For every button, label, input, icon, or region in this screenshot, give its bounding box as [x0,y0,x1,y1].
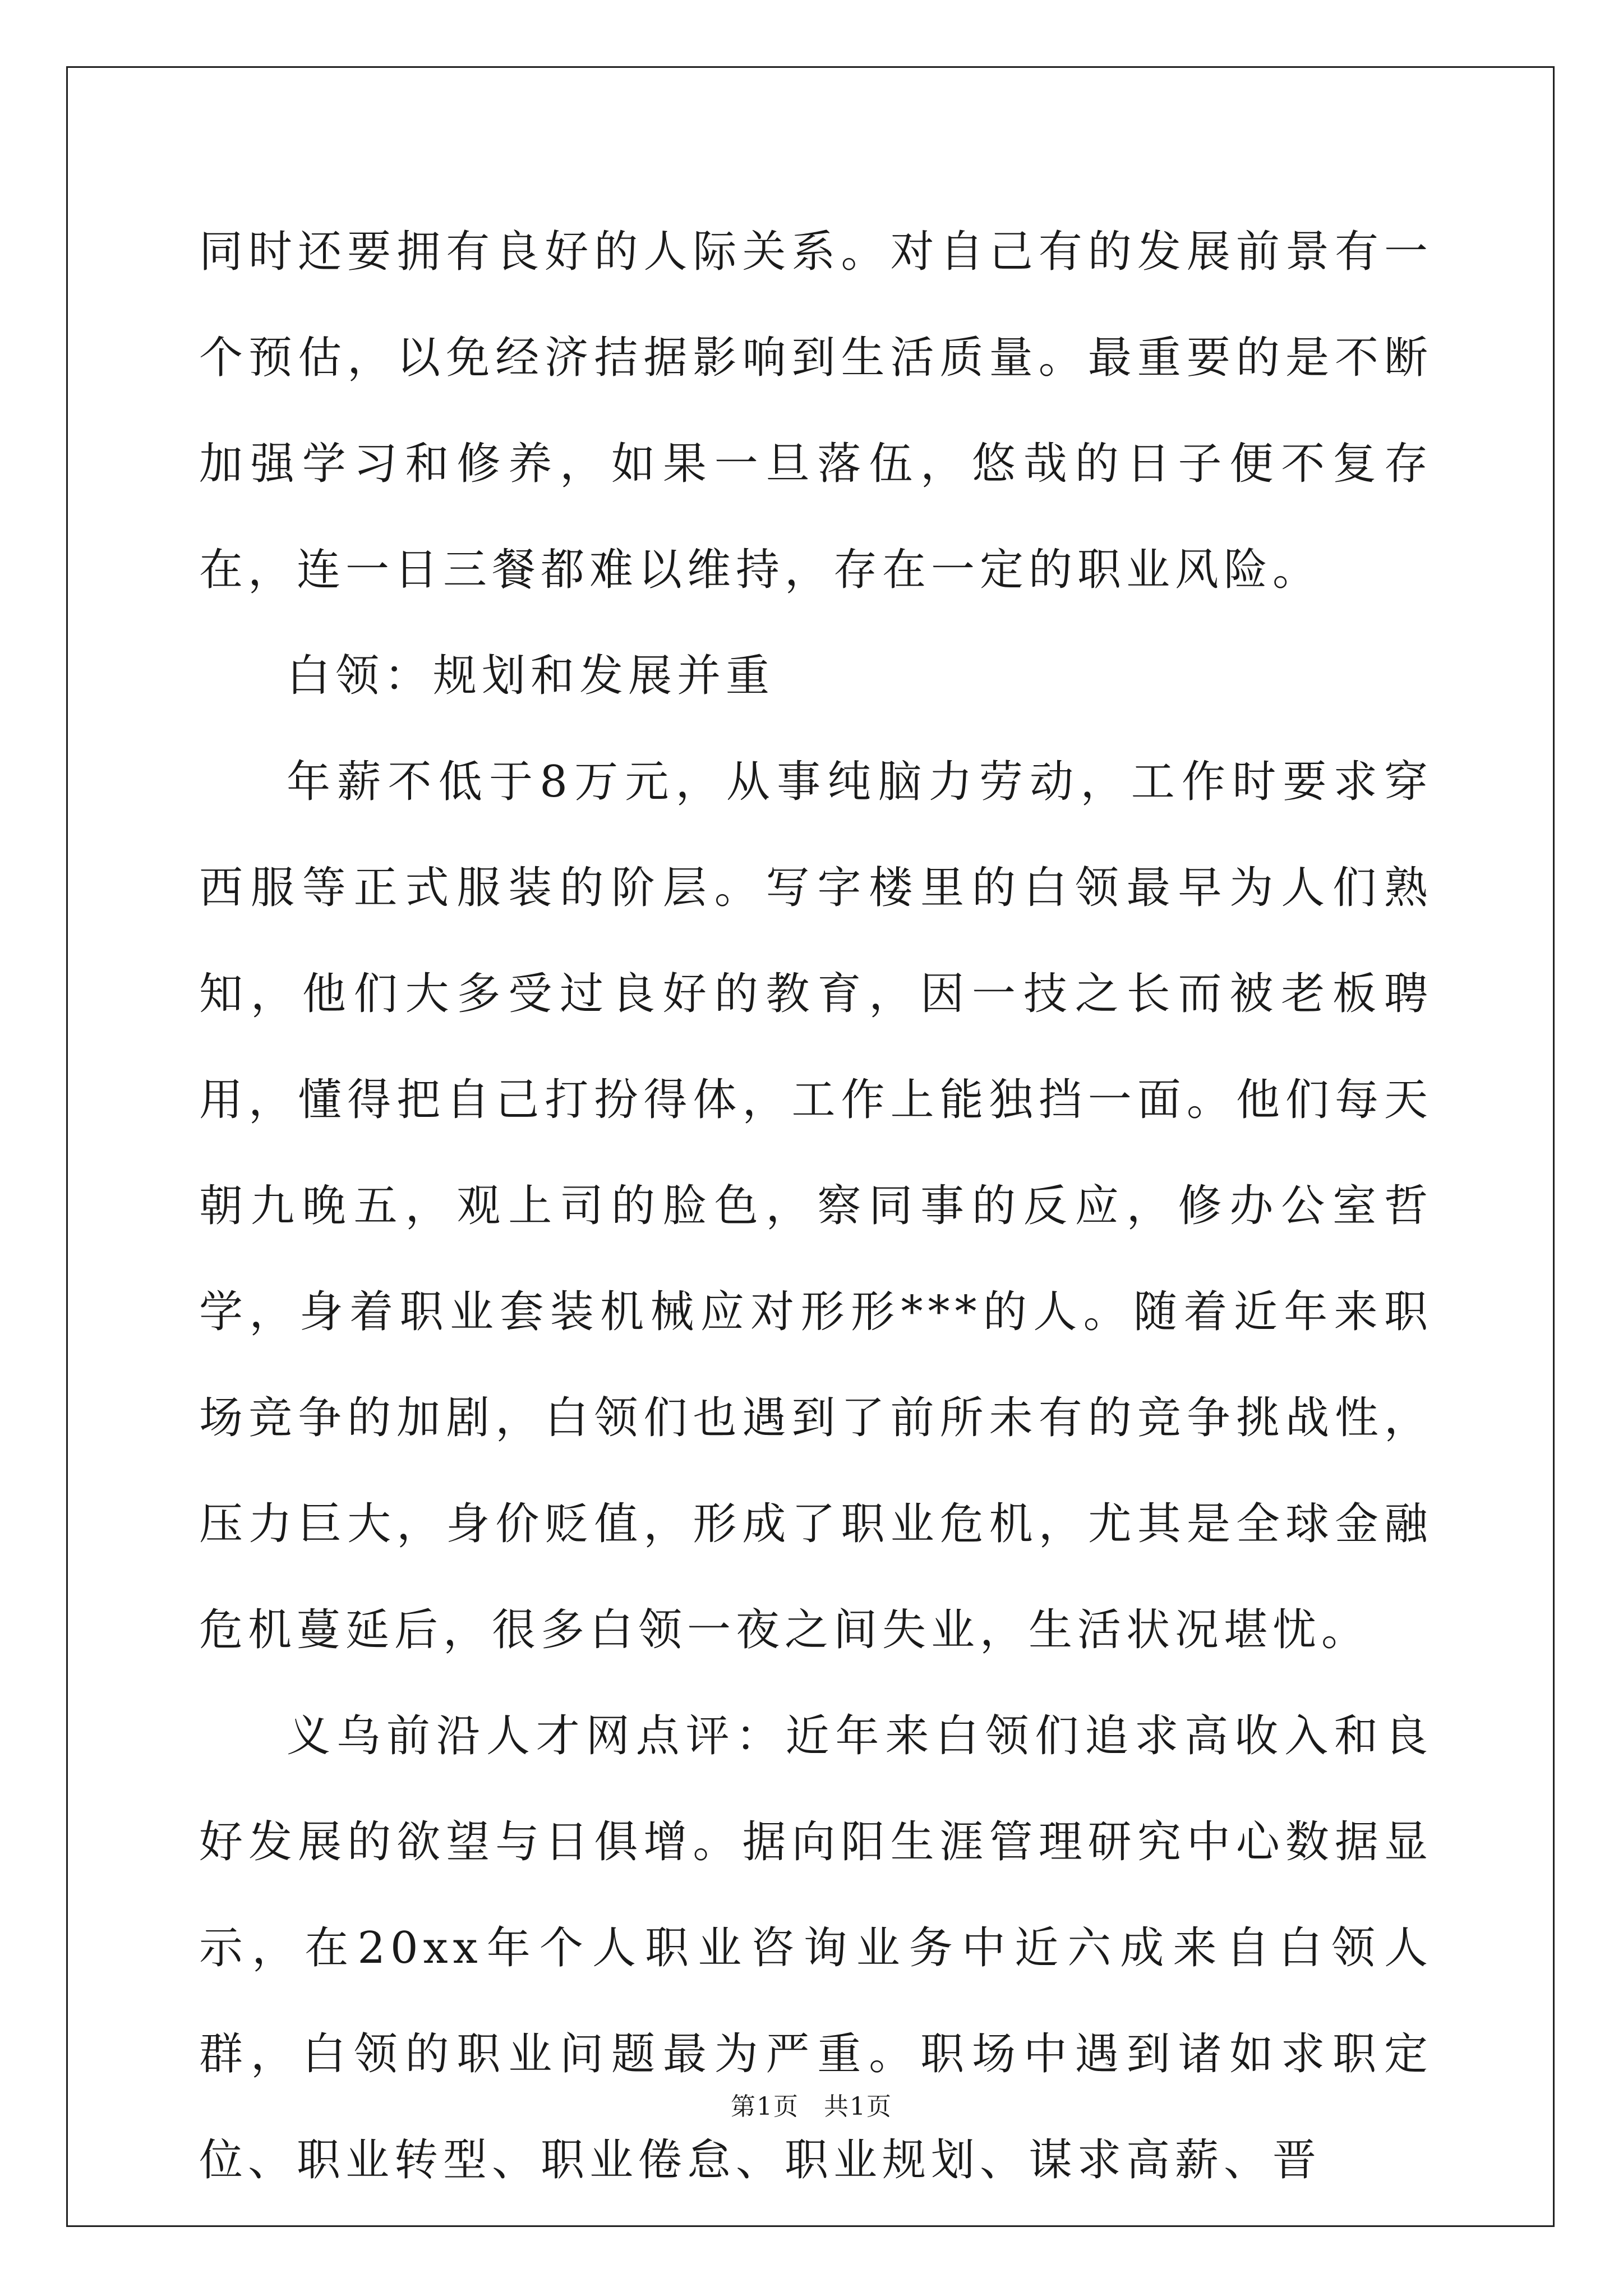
paragraph-1: 同时还要拥有良好的人际关系。对自己有的发展前景有一个预估，以免经济拮据影响到生活质量。最重要的是不断加强学习和修养，如果一旦落伍，悠哉的日子便不复存在，连一日三餐都难以维持，存在一定的职业风险。 [199,227,1433,595]
paragraph-2: 年薪不低于8万元，从事纯脑力劳动，工作时要求穿西服等正式服装的阶层。写字楼里的白领最早为人们熟知，他们大多受过良好的教育，因一技之长而被老板聘用，懂得把自己打扮得体，工作上能独挡一面。他们每天朝九晚五，观上司的脸色，察同事的反应，修办公室哲学，身着职业套装机械应对形形***的人。随着近年来职场竞争的加剧，白领们也遇到了前所未有的竞争挑战性，压力巨大，身价贬值，形成了职业危机，尤其是全球金融危机蔓延后，很多白领一夜之间失业，生活状况堪忧。 [199,757,1433,1655]
document-body [199,199,1433,2214]
page-number: 第1页 [731,2092,799,2121]
paragraph-3: 义乌前沿人才网点评：近年来白领们追求高收入和良好发展的欲望与日俱增。据向阳生涯管理研究中心数据显示，在20xx年个人职业咨询业务中近六成来自白领人群，白领的职业问题最为严重。职场中遇到诸如求职定位、职业转型、职业倦怠、职业规划、谋求高薪、晋 [199,1711,1433,2185]
page-total: 共1页 [824,2092,892,2121]
page-footer [0,2090,1623,2124]
section-heading: 白领：规划和发展并重 [287,651,775,701]
